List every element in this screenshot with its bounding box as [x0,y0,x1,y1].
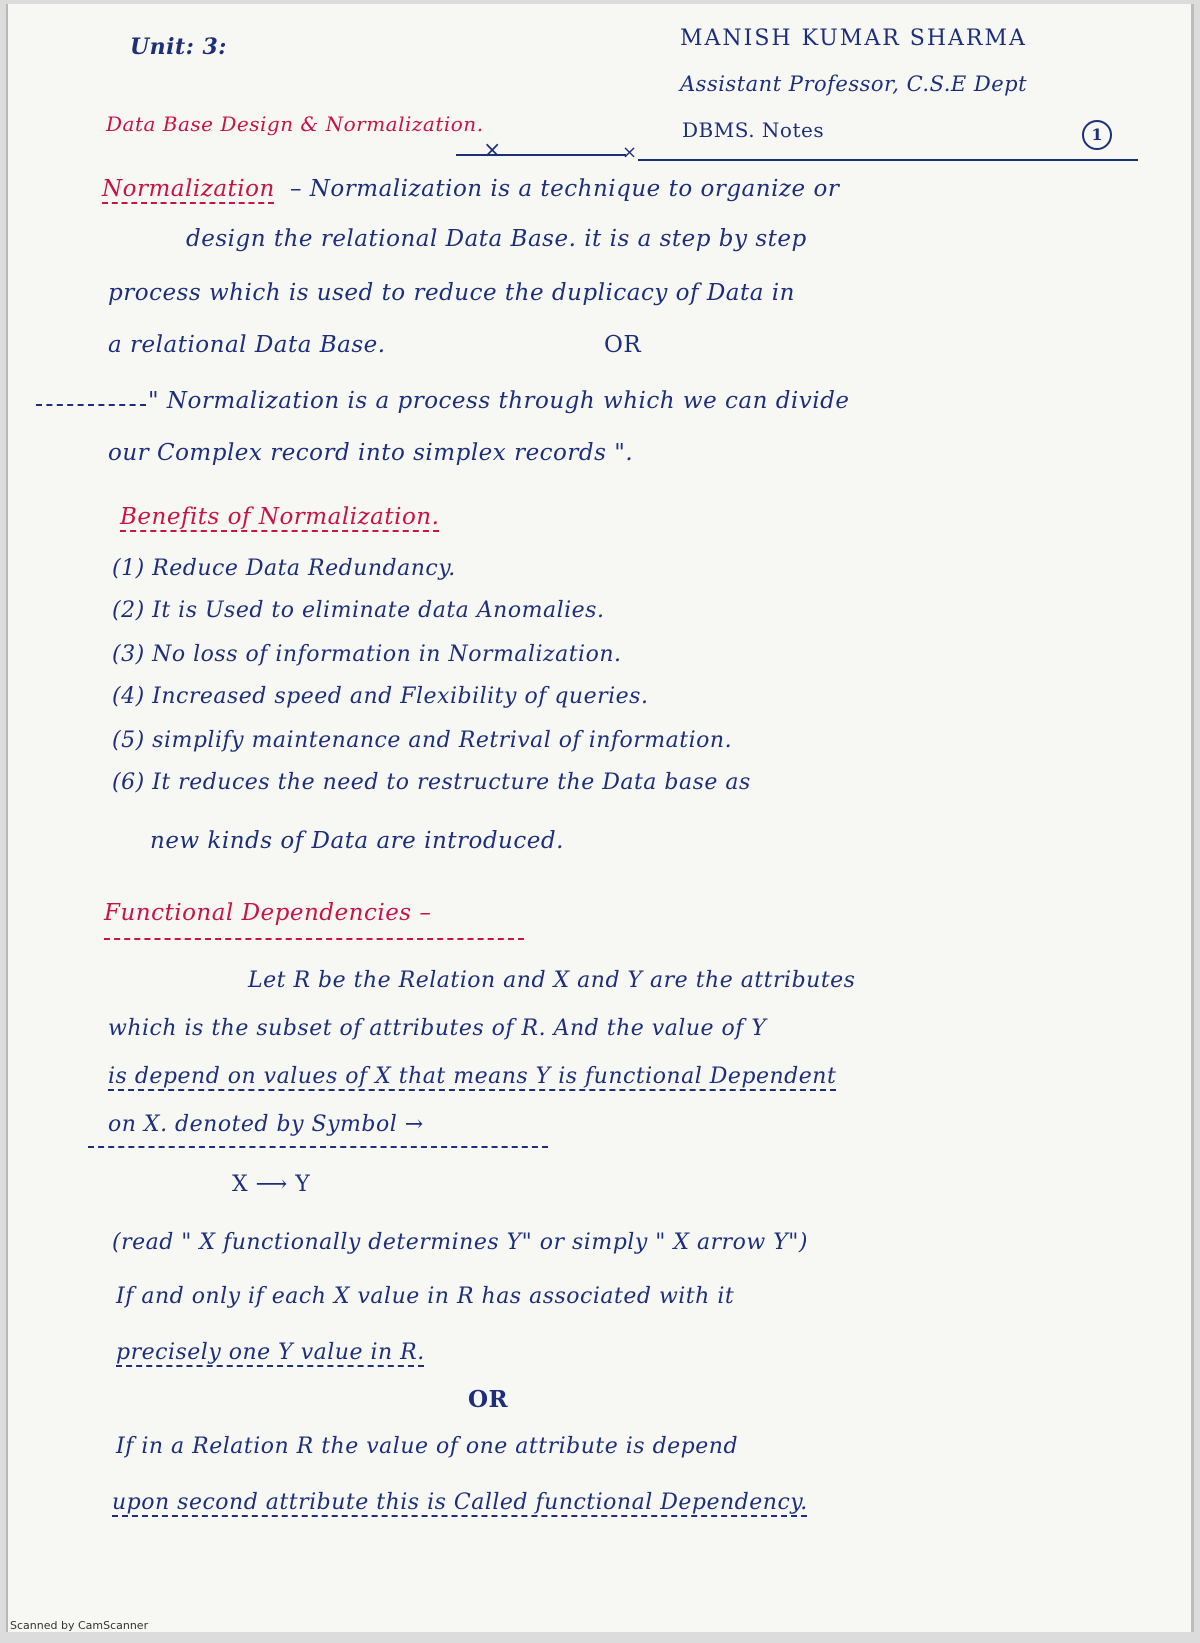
subject-label: DBMS. Notes [682,118,825,142]
fd-read-line-3: precisely one Y value in R. [116,1340,425,1365]
fd-or: OR [468,1386,509,1413]
author-name: MANISH KUMAR SHARMA [680,26,1027,51]
document-title: Data Base Design & Normalization. [106,112,484,136]
normalization-or: OR [604,332,642,358]
fd-heading: Functional Dependencies – [104,900,432,926]
benefit-item-6-continued: new kinds of Data are introduced. [150,828,564,854]
page-number: 1 [1082,120,1112,150]
title-rule-right [638,159,1138,161]
benefit-item-4: (4) Increased speed and Flexibility of queries. [112,684,649,709]
benefit-item-3: (3) No loss of information in Normalization. [112,642,622,667]
fd-line-4: on X. denoted by Symbol → [108,1112,424,1137]
normalization-line-3: process which is used to reduce the duplicacy of Data in [108,280,795,306]
normalization-line-2: design the relational Data Base. it is a step by step [186,226,807,252]
fd-heading-underline [104,938,524,940]
benefit-item-2: (2) It is Used to eliminate data Anomalies. [112,598,605,623]
title-rule-left [456,154,626,156]
fd-line-4-underline [88,1146,548,1148]
notes-page [6,4,1194,1632]
x-mark-left: × [483,138,502,163]
fd-line-2: which is the subset of attributes of R. And the value of Y [108,1016,767,1041]
author-designation: Assistant Professor, C.S.E Dept [680,72,1028,96]
benefit-item-6: (6) It reduces the need to restructure the Data base as [112,770,751,795]
normalization-line-4: a relational Data Base. [108,332,386,358]
fd-line-1: Let R be the Relation and X and Y are the attributes [248,968,856,993]
x-mark-right: × [622,142,638,163]
normalization-quote-2: our Complex record into simplex records ". [108,440,634,466]
fd-read-line-1: (read " X functionally determines Y" or simply " X arrow Y") [112,1230,808,1255]
benefit-item-1: (1) Reduce Data Redundancy. [112,556,456,581]
unit-label: Unit: 3: [130,34,227,60]
fd-alt-line-2: upon second attribute this is Called functional Dependency. [112,1490,808,1515]
normalization-line-1: – Normalization is a technique to organize or [290,176,840,202]
normalization-heading: Normalization [102,176,275,202]
quote-margin-rule [36,404,146,406]
fd-alt-line-1: If in a Relation R the value of one attribute is depend [116,1434,739,1459]
normalization-quote-1: " Normalization is a process through which we can divide [148,388,850,414]
benefit-item-5: (5) simplify maintenance and Retrival of information. [112,728,733,753]
fd-read-line-2: If and only if each X value in R has associated with it [116,1284,735,1309]
fd-line-3: is depend on values of X that means Y is functional Dependent [108,1064,837,1089]
fd-notation: X ⟶ Y [232,1172,311,1197]
benefits-heading: Benefits of Normalization. [120,504,440,530]
scanner-watermark: Scanned by CamScanner [10,1619,149,1632]
